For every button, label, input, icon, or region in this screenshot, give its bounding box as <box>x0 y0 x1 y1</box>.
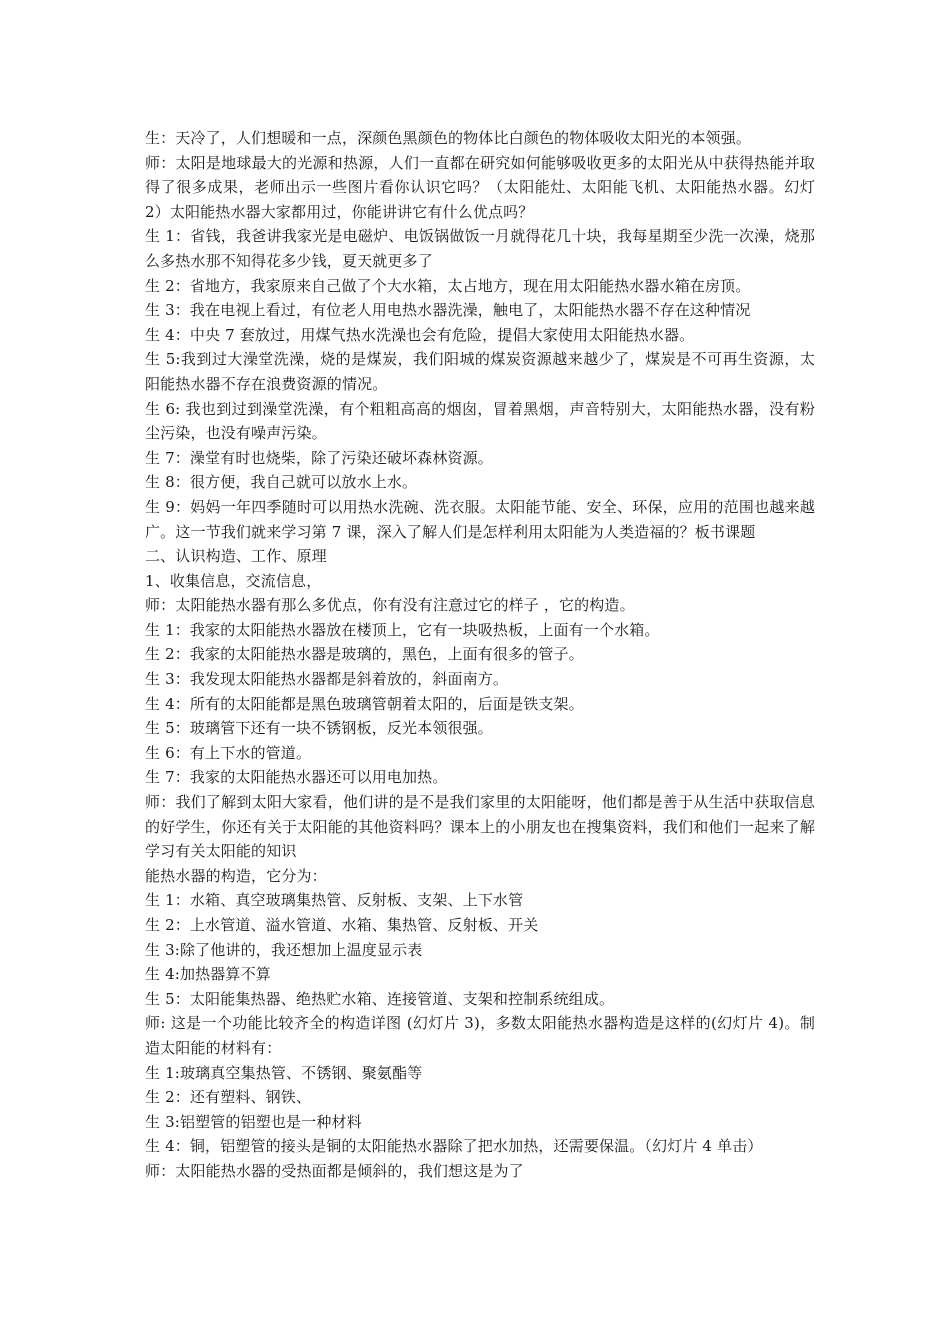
paragraph: 生 6：有上下水的管道。 <box>145 743 312 762</box>
paragraph: 生 5：太阳能集热器、绝热贮水箱、连接管道、支架和控制系统组成。 <box>145 989 615 1008</box>
paragraph: 生 5:我到过大澡堂洗澡，烧的是煤炭，我们阳城的煤炭资源越来越少了，煤炭是不可再生资源，太阳能热水器不存在浪费资源的情况。 <box>145 350 815 393</box>
paragraph: 生 1:玻璃真空集热管、不锈钢、聚氨酯等 <box>145 1063 423 1082</box>
paragraph: 生 4：所有的太阳能都是黑色玻璃管朝着太阳的，后面是铁支架。 <box>145 694 584 713</box>
paragraph: 生 2：我家的太阳能热水器是玻璃的，黑色，上面有很多的管子。 <box>145 645 584 664</box>
paragraph: 生 2：省地方，我家原来自己做了个大水箱，太占地方，现在用太阳能热水器水箱在房顶。 <box>145 276 751 295</box>
paragraph: 生 2：上水管道、溢水管道、水箱、集热管、反射板、开关 <box>145 916 539 934</box>
paragraph: 生 7：我家的太阳能热水器还可以用电加热。 <box>145 768 448 787</box>
paragraph: 生 3：我在电视上看过，有位老人用电热水器洗澡，触电了，太阳能热水器不存在这种情况 <box>145 301 751 320</box>
subsection-heading: 1、收集信息，交流信息， <box>145 571 322 590</box>
paragraph: 师：太阳能热水器的受热面都是倾斜的，我们想这是为了 <box>145 1161 524 1180</box>
paragraph: 生 3：我发现太阳能热水器都是斜着放的，斜面南方。 <box>145 670 509 689</box>
paragraph: 生 4：中央 7 套放过，用煤气热水洗澡也会有危险，提倡大家使用太阳能热水器。 <box>145 325 695 344</box>
paragraph: 生 8：很方便，我自己就可以放水上水。 <box>145 473 418 492</box>
paragraph: 生：天冷了，人们想暖和一点，深颜色黑颜色的物体比白颜色的物体吸收太阳光的本领强。 <box>145 129 752 147</box>
paragraph: 生 6: 我也到过到澡堂洗澡，有个粗粗高高的烟囱，冒着黑烟，声音特别大，太阳能热水器，没有粉尘污染，也没有噪声污染。 <box>145 399 815 443</box>
section-heading: 二、认识构造、工作、原理 <box>145 547 327 566</box>
paragraph: 生 1：我家的太阳能热水器放在楼顶上，它有一块吸热板，上面有一个水箱。 <box>145 620 660 639</box>
paragraph: 能热水器的构造，它分为： <box>145 866 327 885</box>
paragraph: 师: 这是一个功能比较齐全的构造详图 (幻灯片 3)，多数太阳能热水器构造是这样的(幻灯片 4)。制造太阳能的材料有： <box>145 1014 815 1057</box>
paragraph: 师：太阳是地球最大的光源和热源，人们一直都在研究如何能够吸收更多的太阳光从中获得热能并取得了很多成果，老师出示一些图片看你认识它吗？（太阳能灶、太阳能飞机、太阳能热水器。幻灯 2）太阳能热水器大家都用过，你能讲讲它有什么优点吗？ <box>145 153 815 221</box>
paragraph: 生 5：玻璃管下还有一块不锈钢板，反光本领很强。 <box>145 719 493 738</box>
paragraph: 生 3:铝塑管的铝塑也是一种材料 <box>145 1112 362 1131</box>
paragraph: 生 1：省钱，我爸讲我家光是电磁炉、电饭锅做饭一月就得花几十块，我每星期至少洗一次澡，烧那么多热水那不知得花多少钱，夏天就更多了 <box>145 227 815 270</box>
paragraph: 生 7：澡堂有时也烧柴，除了污染还破坏森林资源。 <box>145 448 493 467</box>
document-page <box>145 126 815 1184</box>
paragraph: 生 1：水箱、真空玻璃集热管、反射板、支架、上下水管 <box>145 891 524 910</box>
paragraph: 师：我们了解到太阳大家看，他们讲的是不是我们家里的太阳能呀，他们都是善于从生活中获取信息的好学生，你还有关于太阳能的其他资料吗？课本上的小朋友也在搜集资料，我们和他们一起来了解学习有关太阳能的知识 <box>145 793 815 861</box>
paragraph: 生 4：铜，铝塑管的接头是铜的太阳能热水器除了把水加热，还需要保温。（幻灯片 4 单击） <box>145 1137 763 1156</box>
paragraph: 师：太阳能热水器有那么多优点，你有没有注意过它的样子 ，它的构造。 <box>145 596 635 615</box>
paragraph: 生 2：还有塑料、钢铁、 <box>145 1088 312 1107</box>
paragraph: 生 3:除了他讲的，我还想加上温度显示表 <box>145 940 423 959</box>
paragraph: 生 4:加热器算不算 <box>145 965 271 984</box>
paragraph: 生 9：妈妈一年四季随时可以用热水洗碗、洗衣服。太阳能节能、安全、环保，应用的范围也越来越广。这一节我们就来学习第 7 课，深入了解人们是怎样利用太阳能为人类造福的？板书课题 <box>145 497 815 541</box>
